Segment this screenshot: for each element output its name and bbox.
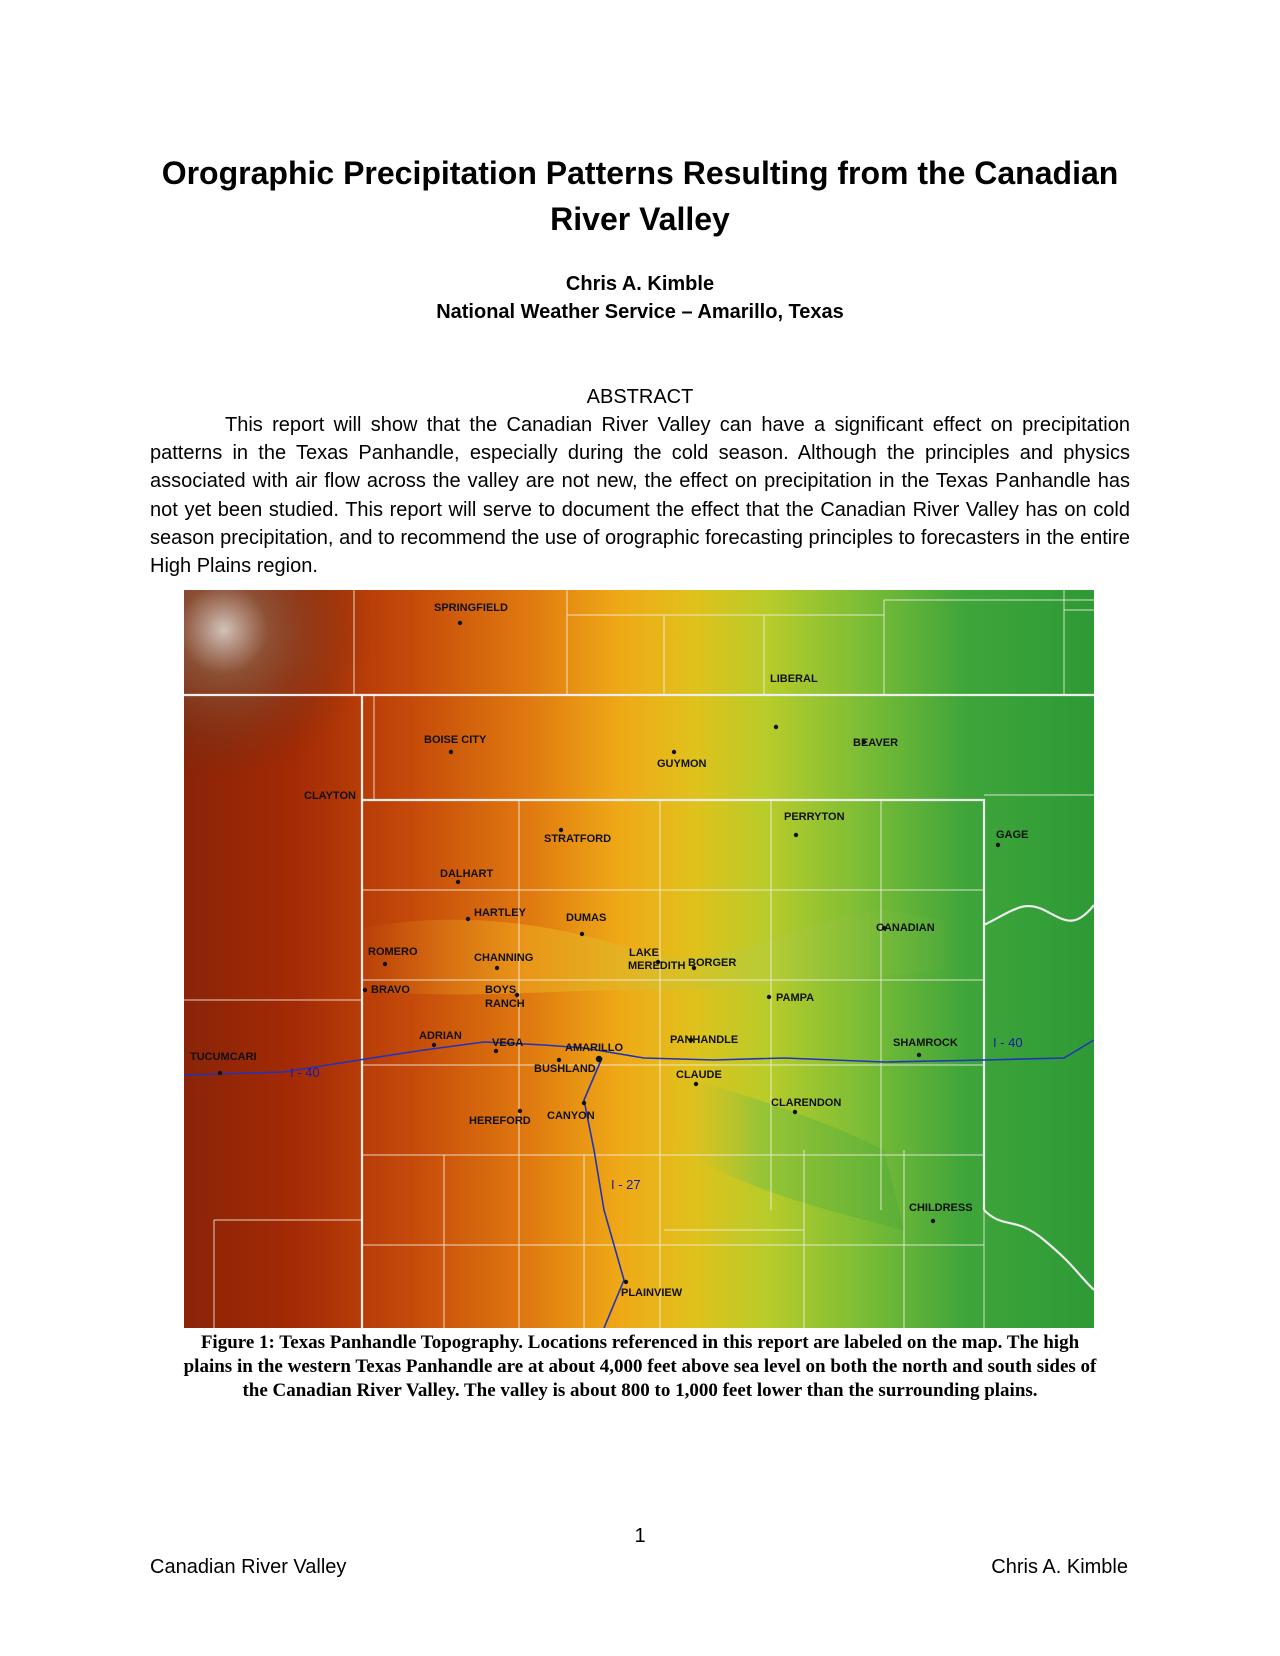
figure-caption: Figure 1: Texas Panhandle Topography. Locations referenced in this report are labeled on the map. The high plains in the western Texas Panhandle are at about 4,000 feet above sea level on both the north and south sides of the Canadian River Valley. The valley is about 800 to 1,000 feet lower than the surrounding plains. xyxy=(183,1332,1097,1401)
footer-running-title: Canadian River Valley xyxy=(150,1556,347,1578)
topography-map-figure xyxy=(184,590,1094,1328)
label-vega: VEGA xyxy=(492,1037,524,1049)
label-beaver: BEAVER xyxy=(853,737,899,749)
label-meredith: MEREDITH xyxy=(628,960,686,972)
label-gage: GAGE xyxy=(996,829,1029,841)
label-panhandle: PANHANDLE xyxy=(670,1034,739,1046)
topography-map xyxy=(184,590,1094,1328)
abstract-heading: ABSTRACT xyxy=(586,386,694,408)
label-i40-west: I - 40 xyxy=(290,1065,320,1080)
label-springfield: SPRINGFIELD xyxy=(434,602,508,614)
label-boise-city: BOISE CITY xyxy=(424,734,487,746)
label-bravo: BRAVO xyxy=(371,984,410,996)
label-i40-east: I - 40 xyxy=(993,1035,1023,1050)
label-tucumcari: TUCUMCARI xyxy=(190,1051,257,1063)
label-boys: BOYS xyxy=(485,984,517,996)
footer-author: Chris A. Kimble xyxy=(991,1556,1128,1578)
label-canyon: CANYON xyxy=(547,1110,595,1122)
label-channing: CHANNING xyxy=(474,952,534,964)
page-number: 1 xyxy=(634,1525,646,1547)
label-liberal: LIBERAL xyxy=(770,673,818,685)
label-i27: I - 27 xyxy=(611,1177,641,1192)
paper-title: Orographic Precipitation Patterns Resulting from the Canadian River Valley xyxy=(161,155,1119,237)
author-affiliation: National Weather Service – Amarillo, Texas xyxy=(436,301,844,323)
label-shamrock: SHAMROCK xyxy=(893,1037,958,1049)
label-plainview: PLAINVIEW xyxy=(621,1287,683,1299)
label-perryton: PERRYTON xyxy=(784,811,845,823)
author-name: Chris A. Kimble xyxy=(565,273,715,295)
label-romero: ROMERO xyxy=(368,946,418,958)
label-bushland: BUSHLAND xyxy=(534,1063,596,1075)
label-pampa: PAMPA xyxy=(776,992,815,1004)
label-childress: CHILDRESS xyxy=(909,1202,973,1214)
label-adrian: ADRIAN xyxy=(419,1030,462,1042)
label-dalhart: DALHART xyxy=(440,868,494,880)
label-stratford: STRATFORD xyxy=(544,833,612,845)
abstract-text: This report will show that the Canadian River Valley can have a significant effect on precipitation patterns in the Texas Panhandle, especially during the cold season. Although the principles and physics associated with air flow across the valley are not new, the effect on precipitation in the Texas Panhandle has not yet been studied. This report will serve to document the effect that the Canadian River Valley has on cold season precipitation, and to recommend the use of orographic forecasting principles to forecasters in the entire High Plains region. xyxy=(150,414,1130,578)
label-amarillo: AMARILLO xyxy=(565,1042,624,1054)
label-clarendon: CLARENDON xyxy=(771,1097,842,1109)
label-lake: LAKE xyxy=(629,947,659,959)
label-clayton: CLAYTON xyxy=(304,790,356,802)
label-canadian: CANADIAN xyxy=(876,922,935,934)
label-borger: BORGER xyxy=(688,957,737,969)
label-dumas: DUMAS xyxy=(566,912,607,924)
label-claude: CLAUDE xyxy=(676,1069,722,1081)
label-ranch: RANCH xyxy=(485,998,525,1010)
label-hartley: HARTLEY xyxy=(474,907,526,919)
label-hereford: HEREFORD xyxy=(469,1115,531,1127)
label-guymon: GUYMON xyxy=(657,758,707,770)
